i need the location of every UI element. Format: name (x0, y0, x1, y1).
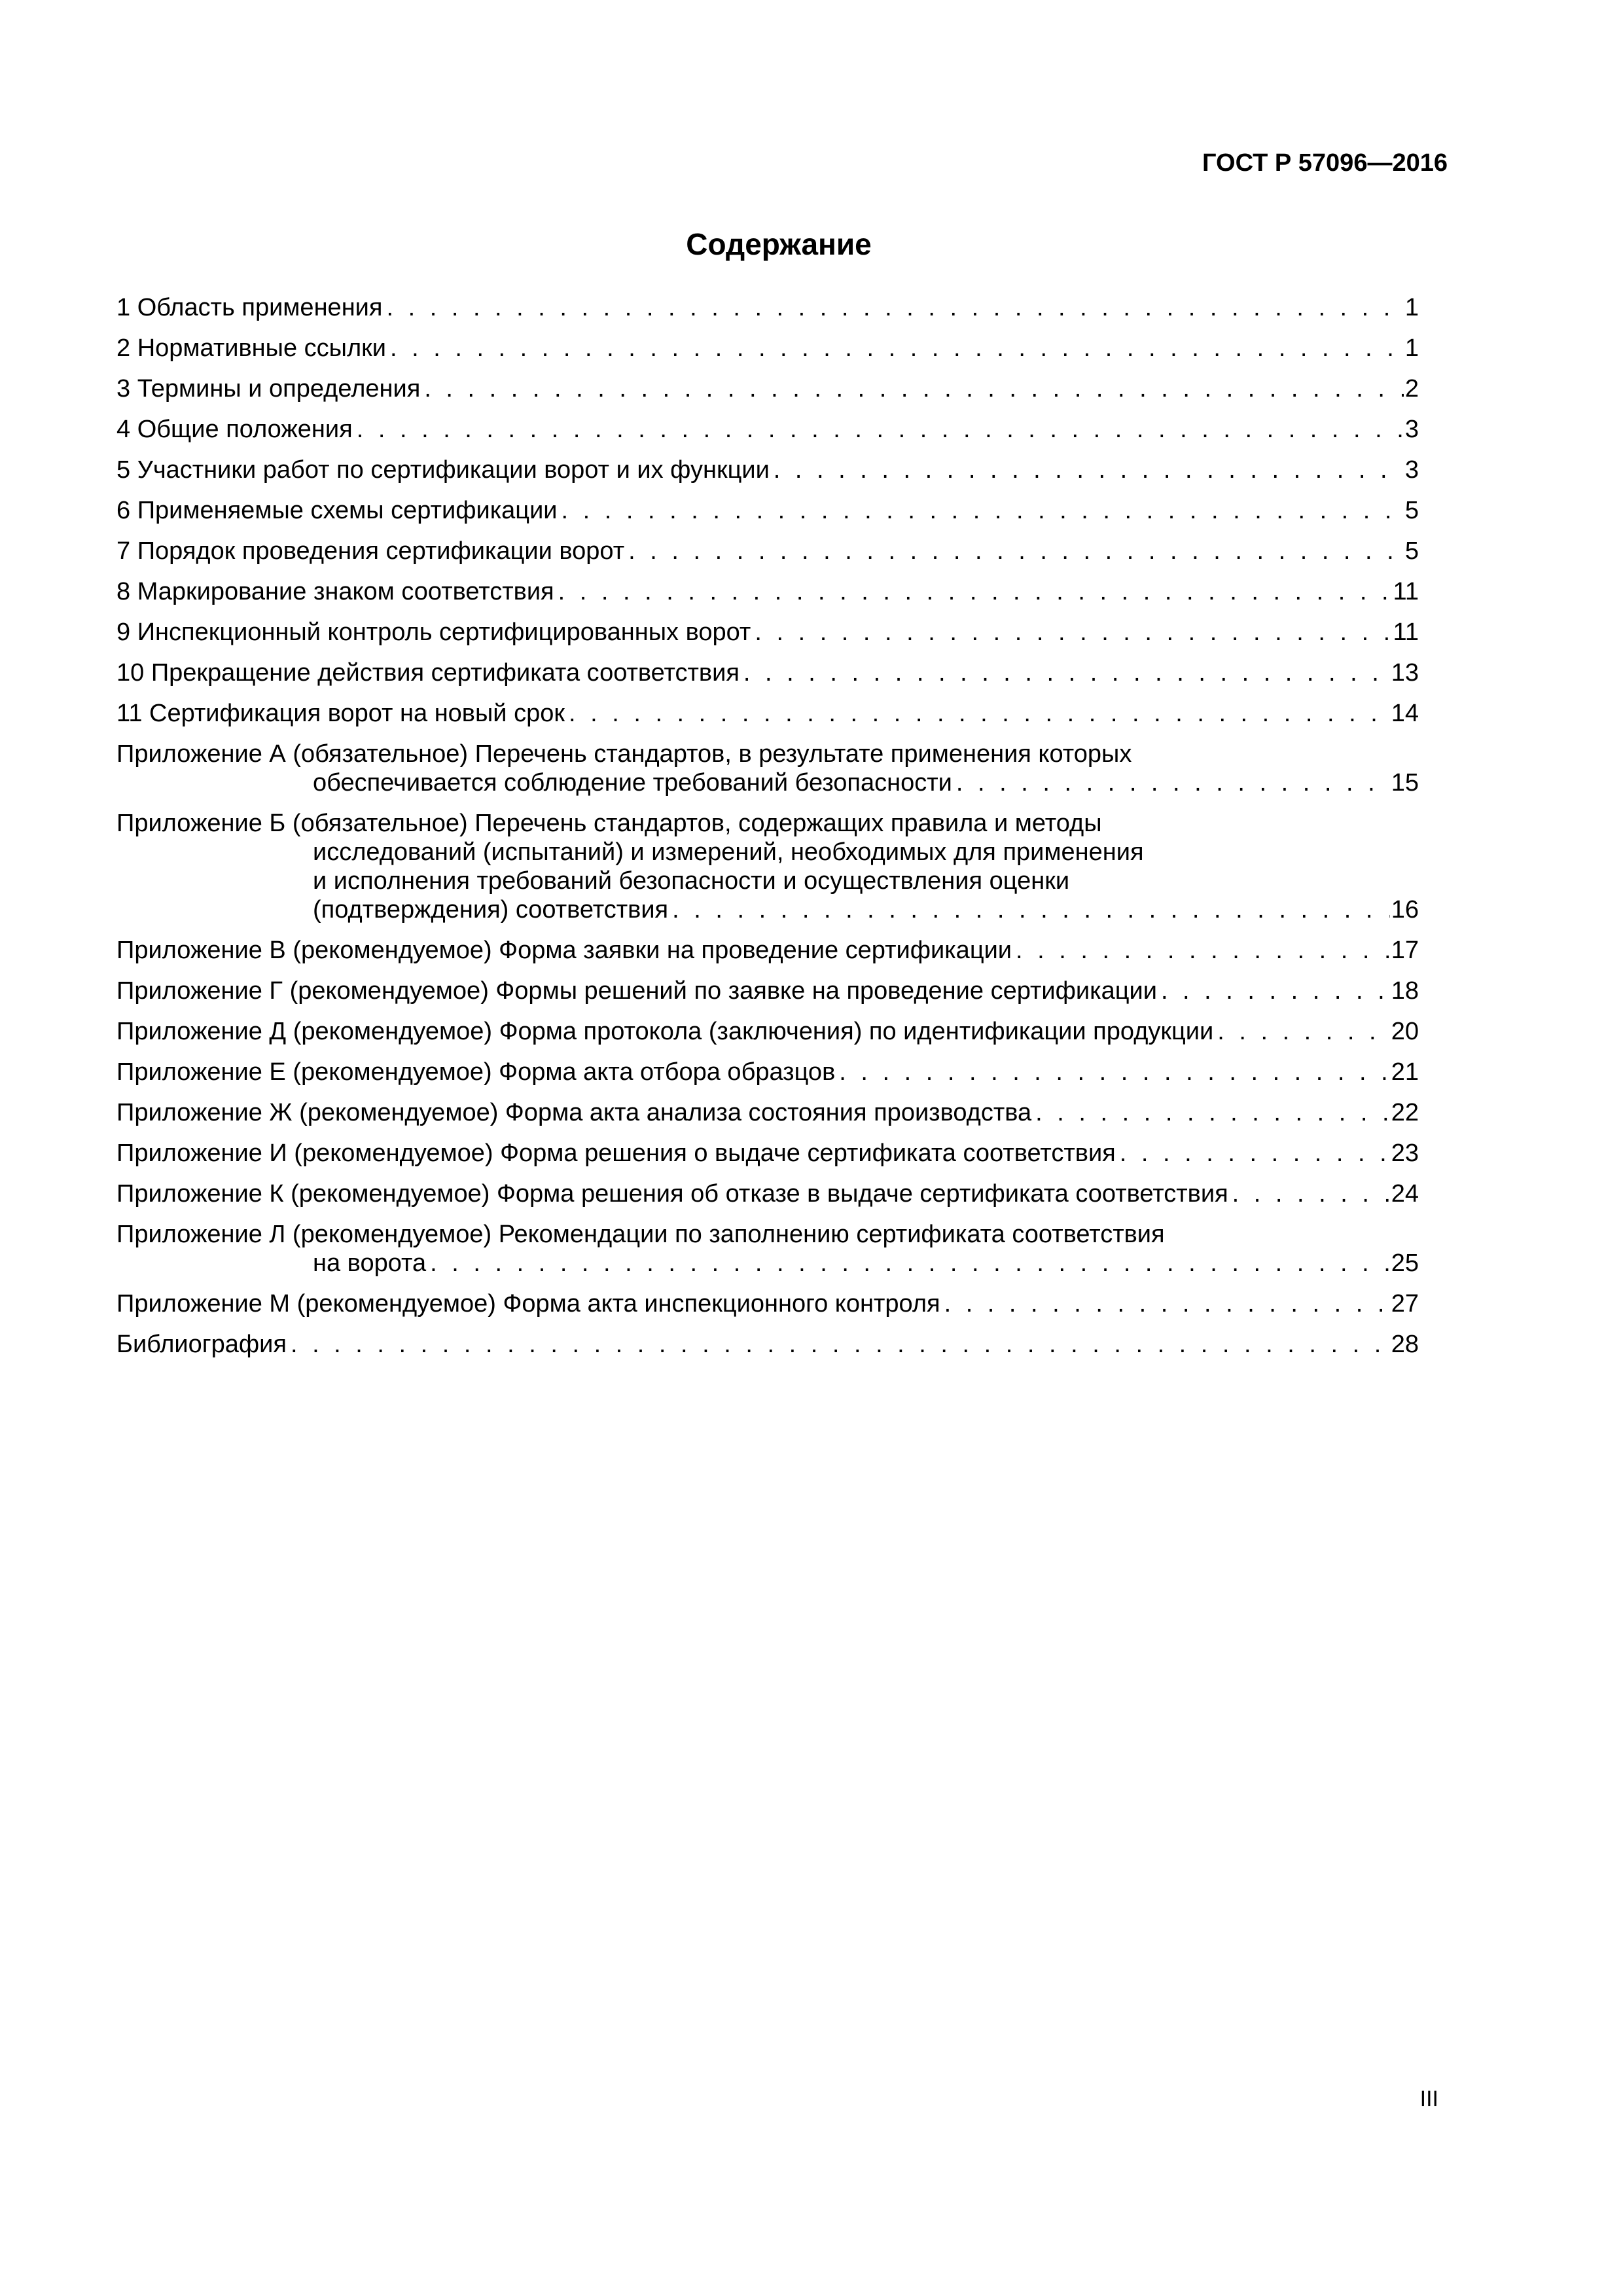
toc-entry (116, 1220, 1419, 1278)
toc-entry-line (116, 1179, 1419, 1208)
toc-entry-text: на ворота (313, 1249, 427, 1277)
toc-entry-line (116, 456, 1419, 484)
toc-entry-continuation (116, 895, 1419, 924)
toc-entry-text: 9 Инспекционный контроль сертифицированных ворот (116, 619, 751, 646)
toc-entry-line (116, 293, 1419, 322)
toc-entry-continuation (116, 768, 1419, 797)
toc-entry (116, 1330, 1419, 1359)
toc-page-number: 1 (1404, 334, 1419, 362)
toc-entry-line (116, 1330, 1419, 1359)
toc-entry-text: исследований (испытаний) и измерений, необходимых для применения (313, 838, 1144, 866)
toc-page-number: 15 (1391, 769, 1419, 797)
toc-entry (116, 658, 1419, 687)
toc-entry-text: 7 Порядок проведения сертификации ворот (116, 537, 625, 565)
toc-entry-line (116, 658, 1419, 687)
toc-entry (116, 740, 1419, 797)
toc-entry (116, 334, 1419, 363)
toc-entry-line (116, 1017, 1419, 1046)
toc-page-number: 23 (1391, 1139, 1419, 1167)
dot-leader (569, 699, 1390, 728)
dot-leader (424, 374, 1404, 403)
toc-entry-text: 4 Общие положения (116, 416, 353, 443)
toc-page-number: 5 (1404, 537, 1419, 565)
toc-page-number: 21 (1391, 1058, 1419, 1086)
toc-entry-text: Приложение Г (рекомендуемое) Формы решений по заявке на проведение сертификации (116, 977, 1157, 1005)
toc-entry-text: 2 Нормативные ссылки (116, 334, 386, 362)
toc-entry-text: Приложение К (рекомендуемое) Форма решения об отказе в выдаче сертификата соответствия (116, 1180, 1228, 1208)
dot-leader (357, 415, 1404, 444)
toc-entry-text: Библиография (116, 1331, 287, 1358)
toc-entry-line (116, 699, 1419, 728)
toc-entry-text: Приложение В (рекомендуемое) Форма заявки на проведение сертификации (116, 937, 1012, 964)
toc-entry (116, 1139, 1419, 1168)
dot-leader (755, 618, 1391, 647)
toc-entry (116, 1179, 1419, 1208)
toc-page-number: 22 (1391, 1099, 1419, 1126)
toc-entry-text: 8 Маркирование знаком соответствия (116, 578, 554, 605)
toc-page-number: 20 (1391, 1018, 1419, 1045)
toc-page-number: 14 (1391, 700, 1419, 727)
toc-entry-text: Приложение А (обязательное) Перечень стандартов, в результате применения которых (116, 740, 1132, 768)
toc-entry (116, 1058, 1419, 1086)
toc-entry-text: 3 Термины и определения (116, 375, 421, 403)
dot-leader (1016, 936, 1390, 965)
toc-entry-line (116, 496, 1419, 525)
toc-entry-line (116, 1220, 1419, 1249)
toc-entry-text: Приложение Л (рекомендуемое) Рекомендации по заполнению сертификата соответствия (116, 1221, 1165, 1248)
toc-entry-line (116, 977, 1419, 1005)
toc-entry-text: 1 Область применения (116, 294, 383, 321)
toc-entry (116, 1289, 1419, 1318)
toc-page-number: 3 (1404, 456, 1419, 484)
toc-title: Содержание (686, 227, 872, 261)
toc-entry-text: 10 Прекращение действия сертификата соответствия (116, 659, 740, 687)
toc-entry-text: Приложение Д (рекомендуемое) Форма протокола (заключения) по идентификации продукции (116, 1018, 1214, 1045)
toc-entry (116, 1098, 1419, 1127)
dot-leader (386, 293, 1403, 322)
toc-page-number: 18 (1391, 977, 1419, 1005)
toc-page-number: 16 (1391, 896, 1419, 924)
toc-page-number: 25 (1391, 1249, 1419, 1277)
toc-entry (116, 496, 1419, 525)
toc-entry (116, 618, 1419, 647)
toc-entry-continuation (116, 838, 1419, 867)
dot-leader (774, 456, 1404, 484)
toc-page-number: 2 (1404, 375, 1419, 403)
toc-entry-continuation (116, 867, 1419, 895)
dot-leader (743, 658, 1390, 687)
dot-leader (628, 537, 1404, 565)
dot-leader (1217, 1017, 1390, 1046)
toc-entry-text: Приложение М (рекомендуемое) Форма акта инспекционного контроля (116, 1290, 940, 1318)
dot-leader (672, 895, 1390, 924)
toc-entry-text: Приложение Ж (рекомендуемое) Форма акта анализа состояния производства (116, 1099, 1032, 1126)
toc-entry (116, 577, 1419, 606)
toc-page-number: 13 (1391, 659, 1419, 687)
toc-entry-line (116, 618, 1419, 647)
toc-entry-continuation (116, 1249, 1419, 1278)
toc-page-number: 28 (1391, 1331, 1419, 1358)
toc-entry (116, 936, 1419, 965)
toc-entry (116, 415, 1419, 444)
toc-entry-text: Приложение Б (обязательное) Перечень стандартов, содержащих правила и методы (116, 810, 1102, 837)
dot-leader (1035, 1098, 1390, 1127)
toc-entry-line (116, 1289, 1419, 1318)
page-number: III (1419, 2087, 1438, 2111)
table-of-contents (116, 293, 1419, 1371)
toc-entry-text: 6 Применяемые схемы сертификации (116, 497, 558, 524)
toc-entry-line (116, 577, 1419, 606)
toc-entry-line (116, 334, 1419, 363)
dot-leader (956, 768, 1390, 797)
toc-entry-line (116, 1058, 1419, 1086)
toc-page-number: 24 (1391, 1180, 1419, 1208)
dot-leader (1232, 1179, 1390, 1208)
dot-leader (390, 334, 1404, 363)
dot-leader (944, 1289, 1390, 1318)
toc-page-number: 17 (1391, 937, 1419, 964)
toc-entry (116, 977, 1419, 1005)
toc-entry (116, 293, 1419, 322)
toc-entry (116, 456, 1419, 484)
toc-entry (116, 374, 1419, 403)
toc-entry-text: и исполнения требований безопасности и осуществления оценки (313, 867, 1070, 895)
toc-entry-line (116, 1098, 1419, 1127)
toc-page-number: 11 (1393, 578, 1419, 605)
dot-leader (562, 496, 1404, 525)
toc-entry-line (116, 374, 1419, 403)
toc-entry-line (116, 1139, 1419, 1168)
toc-entry-text: Приложение Е (рекомендуемое) Форма акта отбора образцов (116, 1058, 836, 1086)
toc-entry-line (116, 936, 1419, 965)
toc-page-number: 1 (1404, 294, 1419, 321)
toc-entry-line (116, 537, 1419, 565)
dot-leader (839, 1058, 1389, 1086)
toc-page-number: 3 (1404, 416, 1419, 443)
document-code: ГОСТ Р 57096—2016 (1202, 149, 1448, 177)
toc-entry-text: Приложение И (рекомендуемое) Форма решения о выдаче сертификата соответствия (116, 1139, 1116, 1167)
dot-leader (558, 577, 1392, 606)
toc-entry (116, 699, 1419, 728)
dot-leader (1161, 977, 1390, 1005)
toc-entry-text: (подтверждения) соответствия (313, 896, 669, 924)
toc-page-number: 27 (1391, 1290, 1419, 1318)
toc-entry (116, 1017, 1419, 1046)
dot-leader (430, 1249, 1390, 1278)
toc-entry-text: 11 Сертификация ворот на новый срок (116, 700, 565, 727)
toc-entry-line (116, 740, 1419, 768)
toc-page-number: 5 (1404, 497, 1419, 524)
dot-leader (291, 1330, 1390, 1359)
toc-page-number: 11 (1393, 619, 1419, 646)
toc-entry-text: обеспечивается соблюдение требований безопасности (313, 769, 952, 797)
toc-entry-line (116, 415, 1419, 444)
toc-entry (116, 537, 1419, 565)
toc-entry (116, 809, 1419, 924)
toc-entry-line (116, 809, 1419, 838)
dot-leader (1120, 1139, 1390, 1168)
toc-entry-text: 5 Участники работ по сертификации ворот и их функции (116, 456, 770, 484)
